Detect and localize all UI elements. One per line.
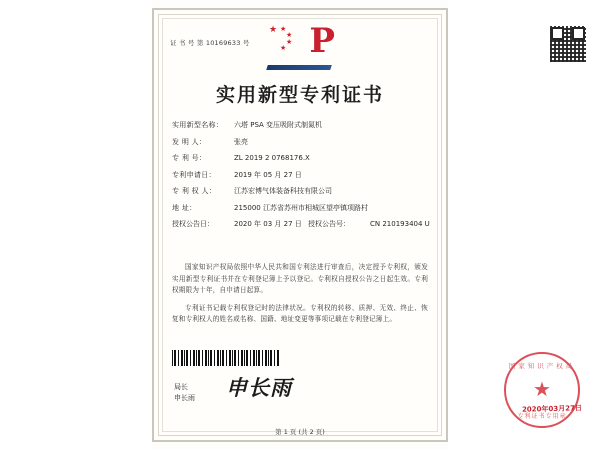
signature-labels [174, 382, 195, 404]
field-list [172, 120, 430, 236]
field-row-patentee [172, 186, 430, 196]
certificate-number: 证 书 号 第 10169633 号 [170, 39, 250, 47]
field-row-application-date [172, 170, 430, 180]
cnipa-patent-emblem-icon [263, 21, 337, 70]
field-value: 2019 年 05 月 27 日 [234, 170, 302, 179]
star-icon: ★ [286, 38, 293, 46]
five-stars-icon [269, 26, 299, 52]
office-label: 局长 [174, 383, 188, 391]
field-row-grant-announcement [172, 219, 430, 229]
page-footer: 第 1 页 (共 2 页) [275, 428, 325, 436]
qr-code-icon [550, 26, 586, 62]
field-row-utility-model-name [172, 120, 430, 130]
field-row-inventor [172, 137, 430, 147]
field-label: 地 址： [172, 203, 197, 212]
field-label: 发 明 人： [172, 137, 207, 146]
grant-date-group [172, 219, 308, 229]
field-row-patent-number [172, 153, 430, 163]
page-title: 实用新型专利证书 [215, 84, 384, 106]
star-icon: ★ [280, 44, 287, 52]
field-label: 授权公告号： [308, 220, 350, 228]
grant-number-group [308, 219, 430, 229]
field-label: 实用新型名称： [172, 121, 224, 129]
star-icon: ★ [280, 25, 287, 33]
field-label: 专 利 号： [172, 154, 207, 162]
field-value: 江苏宏博气体装备科技有限公司 [234, 187, 332, 195]
barcode-icon [172, 350, 280, 366]
seal-bottom-text: 专利证书专用章 [517, 413, 567, 420]
legal-paragraph-1: 国家知识产权局依照中华人民共和国专利法进行审查后，决定授予专利权，颁发实用新型专利证书并在专利登记簿上予以登记。专利权自授权公告之日起生效。专利权期限为十年，自申请日起算。 [172, 263, 428, 294]
field-value: 张亮 [234, 137, 248, 146]
emblem-base-icon [266, 65, 332, 70]
field-value: 2020 年 03 月 27 日 [234, 220, 302, 228]
field-label: 专利申请日： [172, 170, 216, 179]
seal-date: 2020年03月27日 [521, 404, 583, 414]
seal-top-text: 国家知识产权局 [508, 362, 576, 370]
page-margin-left [0, 0, 152, 450]
field-value: ZL 2019 2 0768176.X [234, 154, 310, 162]
official-red-seal [504, 352, 583, 428]
patent-p-letter-icon: P [309, 21, 335, 61]
field-label: 专 利 权 人： [172, 187, 217, 195]
director-label: 申长雨 [174, 394, 195, 402]
handwritten-signature: 申长雨 [226, 375, 292, 400]
field-row-address [172, 203, 430, 213]
legal-paragraph-2: 专利证书记载专利权登记时的法律状况。专利权的转移、质押、无效、终止、恢复和专利权人的姓名或名称、国籍、地址变更等事项记载在专利登记簿上。 [172, 303, 428, 323]
star-icon: ★ [269, 25, 278, 35]
star-icon: ★ [286, 31, 293, 39]
field-value: CN 210193404 U [370, 220, 430, 228]
legal-body-text [172, 262, 428, 332]
red-star-icon: ★ [533, 377, 551, 401]
field-label: 授权公告日： [172, 220, 214, 228]
field-value: 六塔 PSA 变压吸附式制氮机 [234, 121, 323, 129]
field-value: 215000 江苏省苏州市相城区望亭镇项路村 [234, 203, 368, 212]
